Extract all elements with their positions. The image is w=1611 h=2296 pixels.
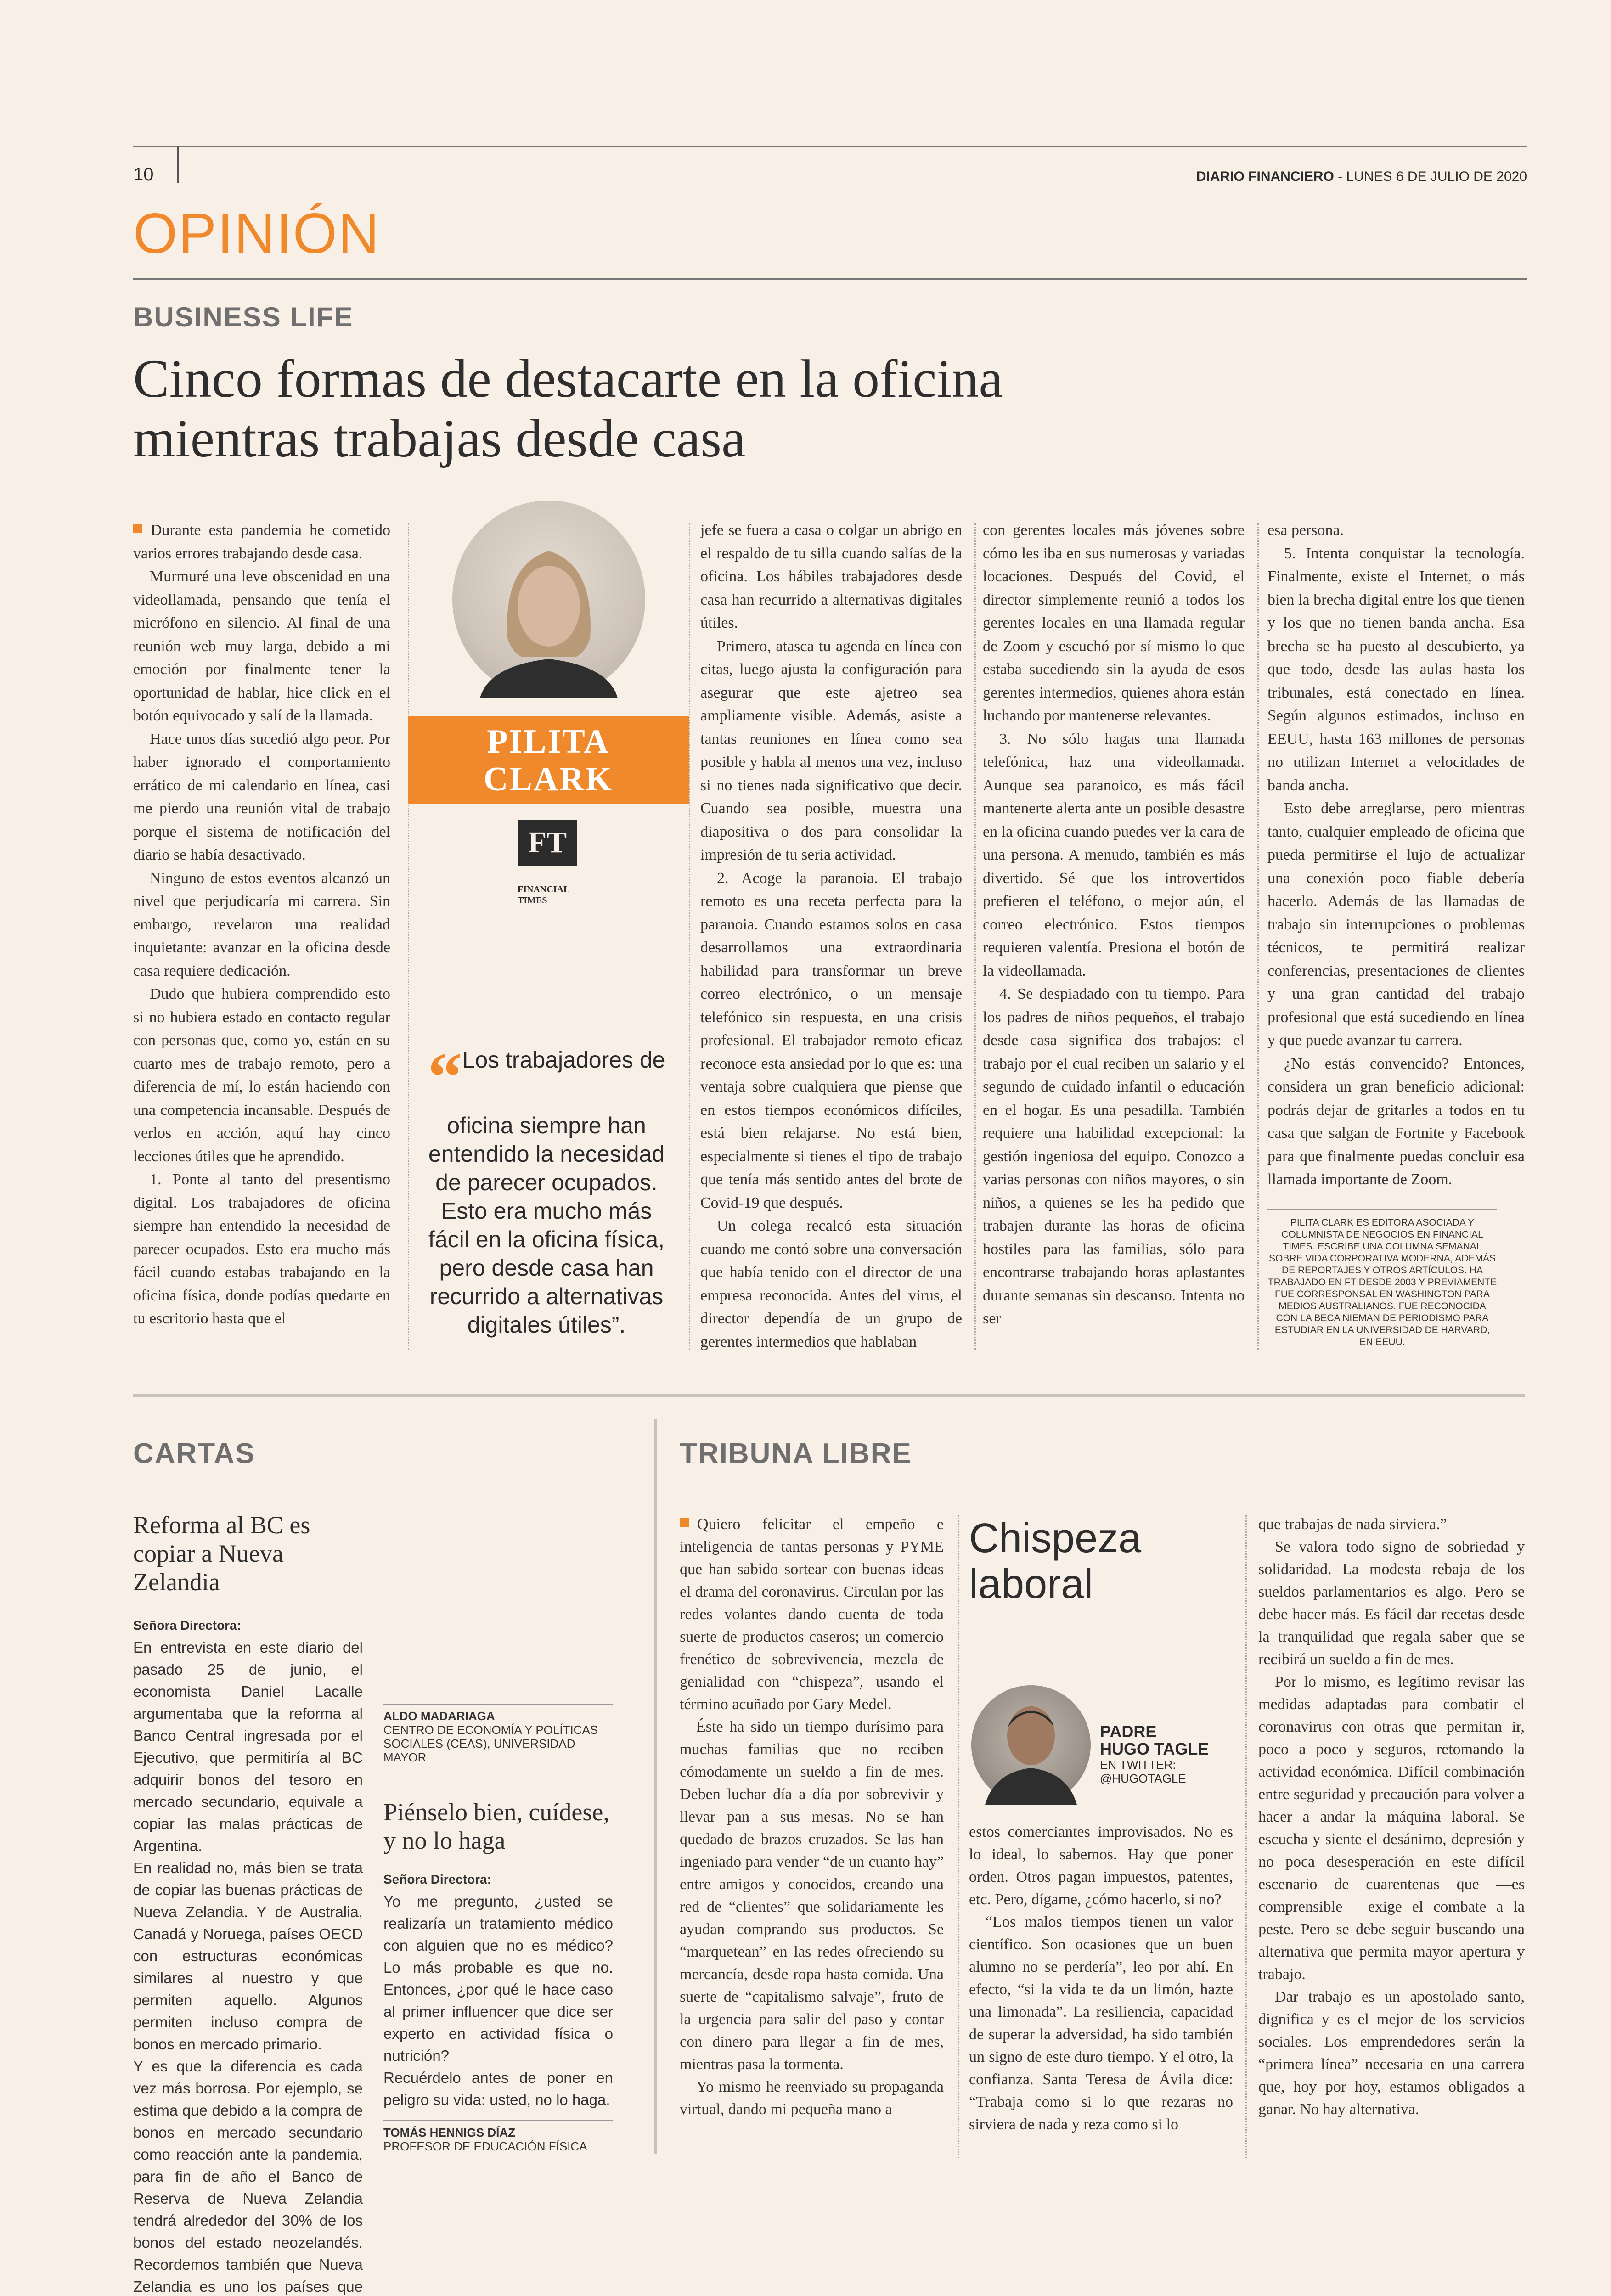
article-paragraph: Hace unos días sucedió algo peor. Por haber ignorado el comportamiento errático de mi calendario en línea, casi me pierdo una reunión vital de trabajo porque el sistema de notificación del diario se había desactivado. bbox=[133, 730, 390, 863]
letter-signature bbox=[383, 2120, 613, 2153]
page-number-divider bbox=[177, 146, 179, 183]
article-column-3 bbox=[700, 519, 962, 1354]
headline-line-1: Cinco formas de destacarte en la oficina bbox=[133, 349, 1003, 409]
ft-logo-caption: FINANCIAL TIMES bbox=[518, 884, 570, 906]
article-paragraph: Un colega recalcó esta situación cuando me contó sobre una conversación que había tenido con el director de una empresa reconocida. Antes del virus, el director dependía de un grupo de gerentes intermedios que hablaban bbox=[700, 1217, 962, 1351]
article-headline bbox=[133, 349, 1235, 468]
author-name: HUGO TAGLE bbox=[1100, 1739, 1209, 1758]
article-paragraph: 3. No sólo hagas una llamada telefónica, haz una videollamada. Aunque sea paranoico, es más fácil mantenerte alerta ante un posible desastre en la oficina cuando puedes ver la cara de una persona. A menudo, también es más divertido. Sé que los introvertidos prefieren el teléfono, o mejor aún, el correo electrónico. Estos tiempos requieren valentía. Presiona el botón de la videollamada. bbox=[983, 730, 1245, 979]
quote-mark-icon: “ bbox=[428, 1039, 462, 1115]
column-divider bbox=[958, 1515, 959, 2158]
tribuna-paragraph: Se valora todo signo de sobriedad y solidaridad. La modesta rebaja de los sueldos parlamentarios es algo. Pero se debe hacer más. Es fácil dar recetas desde la tranquilidad que regala saber que se recibirá un sueldo a fin de mes. bbox=[1258, 1538, 1525, 1668]
twitter-label: EN TWITTER: bbox=[1100, 1758, 1176, 1772]
article-paragraph: Esto debe arreglarse, pero mientras tanto, cualquier empleado de oficina que pueda permitirse el lujo de actualizar una conexión poco fiable debería hacerlo. Además de las llamadas de trabajo sin interrupciones o problemas técnicos, te permitirá realizar conferencias, presentaciones de clientes y una gran cantidad del trabajo profesional que está sucediendo en línea y que puede avanzar tu carrera. bbox=[1267, 800, 1525, 1049]
column-divider bbox=[689, 523, 690, 1350]
tribuna-headline: Chispeza laboral bbox=[969, 1515, 1142, 1607]
article-paragraph: Murmuré una leve obscenidad en una videollamada, pensando que tenía el micrófono en silencio. Al final de una reunión web muy larga, debido a mi emoción por finalmente tener la oportunidad de hablar, hice click en el botón equivocado y salí de la llamada. bbox=[133, 568, 390, 724]
article-paragraph: 4. Se despiadado con tu tiempo. Para los padres de niños pequeños, el trabajo desde casa significa dos trabajos: el trabajo por el cual reciben un salario y el segundo de cuidado infantil o educación en el hogar. Es una pesadilla. También requiere una habilidad excepcional: la gestión ingeniosa del equipo. Conozco a varias personas con niños mayores, o sin niños, a quienes se les ha pedido que trabajen durante las horas de oficina hostiles para las familias, sólo para encontrarse trabajando horas aplastantes durante semanas sin descanso. Intenta no ser bbox=[983, 985, 1245, 1327]
top-rule bbox=[133, 146, 1527, 147]
ft-logo-icon: FT bbox=[518, 820, 577, 866]
tribuna-paragraph: Quiero felicitar el empeño e inteligencia de tantas personas y PYME que han sabido sortear con buenas ideas el drama del coronavirus. Circulan por las redes volantes dando cuenta de toda suerte de productos caseros; un comercio frenético de sobrevivencia, mezcla de genialidad con “chispeza”, usando el término acuñado por Gary Medel. bbox=[680, 1516, 944, 1713]
pull-quote bbox=[427, 1039, 666, 1339]
letter-body: En entrevista en este diario del pasado 25 de junio, el economista Daniel Lacalle argumentaba que la reforma al Banco Central ingresada por el Ejecutivo, que permitiría al BC adquirir bonos del tesoro en mercado secundario, equivale a copiar las malas prácticas de Argentina. bbox=[133, 1639, 363, 1854]
tribuna-title: TRIBUNA LIBRE bbox=[680, 1438, 912, 1469]
letter-affiliation: CENTRO DE ECONOMÍA Y POLÍTICAS SOCIALES (CEAS), UNIVERSIDAD MAYOR bbox=[383, 1723, 598, 1764]
article-paragraph: jefe se fuera a casa o colgar un abrigo en el respaldo de tu silla cuando salías de la oficina. Los hábiles trabajadores desde casa han recurrido a alternativas digitales útiles. bbox=[700, 522, 962, 631]
portrait-photo-icon bbox=[452, 501, 645, 698]
orange-bullet-icon bbox=[133, 524, 142, 533]
column-divider bbox=[1257, 523, 1259, 1350]
author-last-name: CLARK bbox=[483, 760, 614, 798]
tribuna-column-2 bbox=[969, 1821, 1233, 2136]
article-paragraph: 2. Acoge la paranoia. El trabajo remoto es una receta perfecta para la paranoia. Cuando estamos solos en casa desarrollamos una extraordinaria habilidad para transformar un breve correo electrónico, o un mensaje telefónico sin respuesta, en una crisis profesional. El trabajador remoto eficaz reconoce esta ansiedad por lo que es: una ventaja sobre cualquiera que piense que en estos tiempos económicos difíciles, está bien relajarse. No está bien, especialmente si tienes el tipo de trabajo que tenía más sentido antes del brote de Covid-19 que después. bbox=[700, 869, 962, 1211]
letter-body: En realidad no, más bien se trata de copiar las buenas prácticas de Nueva Zelandia. Y de Australia, Canadá y Noruega, países OECD con estructuras económicas similares al nuestro y que permiten aquello. Algunos permiten incluso compra de bonos en mercado primario. bbox=[133, 1859, 363, 2053]
letter-signature bbox=[383, 1704, 613, 1764]
author-role: PADRE bbox=[1100, 1722, 1157, 1741]
author-name-band bbox=[408, 716, 689, 804]
column-divider bbox=[1245, 1515, 1247, 2158]
tribuna-paragraph: estos comerciantes improvisados. No es lo ideal, lo sabemos. Hay que poner orden. Otros pagan impuestos, patentes, etc. Pero, dígame, ¿cómo hacerlo, si no? bbox=[969, 1823, 1233, 1908]
letter-body: Recuérdelo antes de poner en peligro su vida: usted, no lo haga. bbox=[383, 2069, 613, 2108]
author-first-name: PILITA bbox=[487, 723, 610, 760]
orange-bullet-icon bbox=[680, 1518, 689, 1527]
cartas-title: CARTAS bbox=[133, 1438, 255, 1469]
page-number: 10 bbox=[133, 164, 154, 185]
letter-signer: TOMÁS HENNIGS DÍAZ bbox=[383, 2126, 515, 2139]
section-title: OPINIÓN bbox=[133, 202, 380, 265]
tribuna-paragraph: Dar trabajo es un apostolado santo, dignifica y es el mejor de los servicios sociales. Los emprendedores serán la “primera línea” necesaria en una carrera que, hoy por hoy, estamos obligados a ganar. No hay alternativa. bbox=[1258, 1988, 1525, 2118]
headline-line-2: mientras trabajas desde casa bbox=[133, 408, 746, 468]
tribuna-column-3 bbox=[1258, 1513, 1525, 2121]
letter-1-continued bbox=[383, 1511, 613, 1764]
article-kicker: BUSINESS LIFE bbox=[133, 302, 354, 332]
section-separator bbox=[133, 1394, 1525, 1397]
article-paragraph: Durante esta pandemia he cometido varios errores trabajando desde casa. bbox=[133, 522, 390, 562]
tribuna-paragraph: Éste ha sido un tiempo durísimo para muchas familias que no reciben cómodamente un sueldo a fin de mes. Deben luchar día a día por sobrevivir y llevar pan a sus mesas. No se han quedado de brazos cruzados. Se las han ingeniado para vender “de un cuanto hay” entre amigos y conocidos, creando una red de “clientes” que solidariamente les ayudan comprando sus productos. Se “marquetean” en las redes ofreciendo su mercancía, desde ropa hasta comida. Una suerte de “capitalismo salvaje”, fruto de la urgencia para salir del paso y contar con dinero para llegar a fin de mes, mientras pasa la tormenta. bbox=[680, 1718, 944, 2073]
letter-affiliation: PROFESOR DE EDUCACIÓN FÍSICA bbox=[383, 2139, 587, 2153]
letter-salutation: Señora Directora: bbox=[383, 1872, 491, 1886]
tribuna-paragraph: que trabajas de nada sirviera.” bbox=[1258, 1516, 1447, 1533]
article-paragraph: esa persona. bbox=[1267, 522, 1344, 539]
author-photo-icon bbox=[971, 1685, 1091, 1805]
author-photo-illustration bbox=[971, 1685, 1091, 1805]
letter-salutation: Señora Directora: bbox=[133, 1618, 241, 1632]
portrait-illustration bbox=[452, 501, 645, 698]
pull-quote-text: Los trabajadores de oficina siempre han entendido la necesidad de parecer ocupados. Esto era mucho más fácil en la oficina física, pero desde casa han recurrido a alternativas digitales útiles”. bbox=[428, 1047, 665, 1338]
tribuna-author bbox=[1100, 1723, 1209, 1785]
article-paragraph: con gerentes locales más jóvenes sobre cómo les iba en sus numerosas y variadas locaciones. Después del Covid, el director simplemente reunió a todos los gerentes locales en una llamada regular de Zoom y escuchó por sí mismo lo que estaba sucediendo sin la ayuda de esos gerentes intermedios, quienes ahora están luchando por mantenerse relevantes. bbox=[983, 522, 1245, 724]
tribuna-paragraph: “Los malos tiempos tienen un valor científico. Son ocasiones que un buen alumno no se perdería”, leo por ahí. En efecto, “si la vida te da un limón, hazte una limonada”. La resiliencia, capacidad de superar la adversidad, ha sido también un signo de este duro tiempo. Y el otro, la confianza. Santa Teresa de Ávila dice: “Trabaja como si lo que rezaras no sirviera de nada y reza como si lo bbox=[969, 1913, 1233, 2133]
section-rule bbox=[133, 278, 1527, 280]
article-paragraph: 5. Intenta conquistar la tecnología. Finalmente, existe el Internet, o más bien la brecha digital entre los que tienen y los que no tienen banda ancha. Esa brecha se ha puesto al descubierto, ya que todo, desde las aulas hasta los tribunales, está conectado en línea. Según algunos estimados, incluso en EEUU, hasta 163 millones de personas no utilizan Internet a velocidades de banda ancha. bbox=[1267, 545, 1525, 794]
tribuna-column-1 bbox=[680, 1513, 944, 2121]
letter-body: Yo me pregunto, ¿usted se realizaría un tratamiento médico con alguien que no es médico? Lo más probable es que no. Entonces, ¿por qué le hace caso al primer influencer que dice ser experto en actividad física o nutrición? bbox=[383, 1893, 613, 2064]
letter-signer: ALDO MADARIAGA bbox=[383, 1709, 495, 1723]
article-paragraph: 1. Ponte al tanto del presentismo digital. Los trabajadores de oficina siempre han entendido la necesidad de parecer ocupados. Esto era mucho más fácil cuando estabas trabajando en la oficina física, donde podías quedarte en tu escritorio hasta que el bbox=[133, 1171, 390, 1327]
column-divider bbox=[408, 523, 409, 1350]
article-column-4 bbox=[983, 519, 1245, 1331]
author-bio: PILITA CLARK ES EDITORA ASOCIADA Y COLUMNISTA DE NEGOCIOS EN FINANCIAL TIMES. ESCRIBE UNA COLUMNA SEMANAL SOBRE VIDA CORPORATIVA MODERNA, ADEMÁS DE REPORTAJES Y OTROS ARTÍCULOS. HA TRABAJADO EN FT DESDE 2003 Y PREVIAMENTE FUE CORRESPONSAL EN WASHINGTON PARA MEDIOS AUSTRALIANOS. FUE RECONOCIDA CON LA BECA NIEMAN DE PERIODISMO PARA ESTUDIAR EN LA UNIVERSIDAD DE HARVARD, EN EEUU. bbox=[1267, 1217, 1497, 1347]
letter-2 bbox=[383, 1798, 613, 2153]
vertical-separator bbox=[654, 1419, 657, 2154]
article-paragraph: Dudo que hubiera comprendido esto si no hubiera estado en contacto regular con personas que, como yo, están en su cuarto mes de trabajo remoto, pero a diferencia de mí, lo están haciendo con una competencia incansable. Después de verlos en acción, aquí hay cinco lecciones útiles que he aprendido. bbox=[133, 985, 390, 1165]
publication-date: - LUNES 6 DE JULIO DE 2020 bbox=[1338, 169, 1527, 184]
letter-title: Reforma al BC es copiar a Nueva Zelandia bbox=[133, 1511, 310, 1596]
publication-name: DIARIO FINANCIERO bbox=[1196, 169, 1334, 184]
letter-title: Piénselo bien, cuídese, y no lo haga bbox=[383, 1798, 609, 1854]
article-column-1 bbox=[133, 519, 390, 1331]
letter-1 bbox=[133, 1511, 363, 2295]
twitter-handle: @HUGOTAGLE bbox=[1100, 1772, 1186, 1785]
letter-body: Y es que la diferencia es cada vez más borrosa. Por ejemplo, se estima que debido a la compra de bonos en mercado secundario como reacción ante la pandemia, para fin de año el Banco de Reserva de Nueva Zelandia tendrá alrededor del 30% de los bonos del estado neozelandés. Recordemos también que Nueva Zelandia es uno los países que bbox=[133, 2058, 363, 2295]
column-divider bbox=[974, 523, 976, 1350]
tribuna-paragraph: Por lo mismo, es legítimo revisar las medidas adaptadas para combatir el coronavirus con otras que permitan ir, poco a poco y seguros, retomando la actividad económica. Difícil combinación entre seguridad y precaución para volver a hacer a andar la máquina laboral. Se escucha y siente el desánimo, depresión y no poca desesperación en este difícil escenario de cuarentenas que —es comprensible— exige el combate a la peste. Pero se debe seguir buscando una alternativa que permita mayor apertura y trabajo. bbox=[1258, 1673, 1525, 1983]
article-paragraph: Ninguno de estos eventos alcanzó un nivel que perjudicaría mi carrera. Sin embargo, revelaron una realidad inquietante: avanzar en la oficina desde casa requiere dedicación. bbox=[133, 869, 390, 979]
tribuna-paragraph: Yo mismo he reenviado su propaganda virtual, dando mi pequeña mano a bbox=[680, 2078, 944, 2118]
article-paragraph: ¿No estás convencido? Entonces, considera un gran beneficio adicional: podrás dejar de gritarles a todos en tu casa que salgan de Fortnite y Facebook para que finalmente puedas concluir esa llamada importante de Zoom. bbox=[1267, 1055, 1525, 1188]
masthead bbox=[1196, 169, 1527, 185]
article-paragraph: Primero, atasca tu agenda en línea con citas, luego ajusta la configuración para asegurar que este ajetreo sea ampliamente visible. Además, asiste a tantas reuniones en línea como sea posible y habla al menos una vez, incluso si no tienes nada significativo que decir. Cuando sea posible, muestra una diapositiva o dos para consolidar la impresión de tu seria actividad. bbox=[700, 637, 962, 863]
bio-rule bbox=[1267, 1209, 1497, 1210]
article-column-5 bbox=[1267, 519, 1525, 1192]
